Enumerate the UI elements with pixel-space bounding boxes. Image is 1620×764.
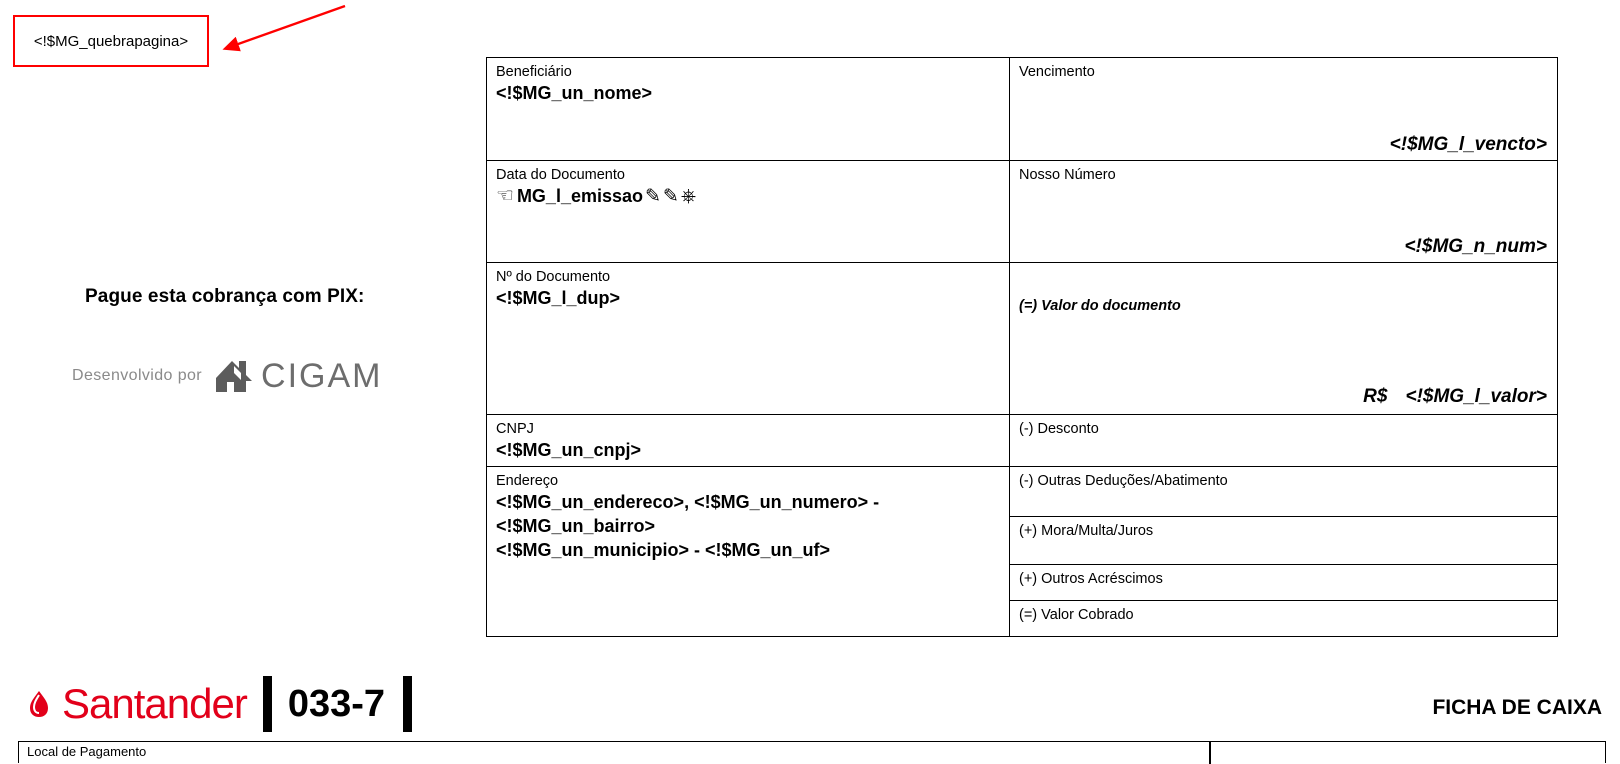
row-cnpj-desconto [487,415,1557,467]
valor-cobrado-caption: (=) Valor Cobrado [1019,606,1134,623]
outros-acrescimos-caption: (+) Outros Acréscimos [1019,571,1163,588]
cigam-logo [213,358,382,394]
cell-cnpj [487,415,1010,466]
cell-valor-cobrado [1010,601,1557,636]
numero-documento-value: <!$MG_l_dup> [496,288,621,309]
cigam-house-icon [213,358,255,394]
pencil-icon: ✎ [645,185,661,207]
cell-numero-documento [487,263,1010,414]
cell-data-documento [487,161,1010,262]
row-beneficiario-vencimento [487,58,1557,161]
valor-documento-value-row [1363,386,1547,408]
cell-outras-deducoes [1010,467,1557,517]
cell-endereco [487,467,1010,636]
cell-desconto [1010,415,1557,466]
vencimento-value: <!$MG_l_vencto> [1389,134,1547,155]
cell-mora-multa-juros [1010,517,1557,565]
boleto-footer [0,668,1620,763]
row-data-documento-nosso-numero [487,161,1557,263]
row-numero-documento-valor [487,263,1557,415]
page-break-tag-box [13,15,209,67]
pen-icon: ✎ [662,185,679,207]
boleto-table [486,57,1558,637]
beneficiario-caption: Beneficiário [496,64,572,80]
valor-documento-currency: R$ [1363,386,1388,407]
nosso-numero-value: <!$MG_n_num> [1404,236,1547,257]
cell-beneficiario [487,58,1010,160]
valor-documento-caption: (=) Valor do documento [1019,298,1181,314]
cell-valor-documento [1010,263,1557,414]
outras-deducoes-caption: (-) Outras Deduções/Abatimento [1019,473,1228,489]
cell-vencimento [1010,58,1557,160]
cnpj-value: <!$MG_un_cnpj> [496,440,642,461]
endereco-line2: <!$MG_un_municipio> - <!$MG_un_uf> [496,539,831,560]
valor-documento-value: <!$MG_l_valor> [1405,386,1547,407]
footer-table-row [18,741,1606,763]
deductions-stack [1010,467,1557,636]
data-documento-value-row [496,184,1001,208]
nosso-numero-caption: Nosso Número [1019,167,1116,183]
pix-label: Pague esta cobrança com PIX: [85,286,365,307]
row-endereco-acrescimos [487,467,1557,636]
cell-outros-acrescimos [1010,565,1557,600]
page-break-tag-text: <!$MG_quebrapagina> [33,32,189,50]
santander-wordmark: Santander [62,680,247,727]
cigam-wordmark: CIGAM [261,357,383,395]
cnpj-caption: CNPJ [496,421,534,437]
data-documento-caption: Data do Documento [496,167,625,183]
desconto-caption: (-) Desconto [1019,421,1099,437]
paperclip-icon: ⎈ [680,185,697,207]
data-documento-value: MG_l_emissao [516,186,643,207]
local-pagamento-caption: Local de Pagamento [27,744,147,759]
bank-code: 033-7 [287,682,386,725]
cell-nosso-numero [1010,161,1557,262]
beneficiario-value: <!$MG_un_nome> [496,83,653,104]
footer-column-divider [1209,742,1211,764]
footer-divider-1 [263,676,272,732]
numero-documento-caption: Nº do Documento [496,269,611,285]
developed-by-label: Desenvolvido por [72,367,203,384]
mora-multa-juros-caption: (+) Mora/Multa/Juros [1019,523,1154,540]
endereco-caption: Endereço [496,473,559,489]
vencimento-caption: Vencimento [1019,64,1095,80]
red-arrow-icon [215,0,355,70]
bank-identification [22,676,412,732]
footer-divider-2 [403,676,412,732]
endereco-line1: <!$MG_un_endereco>, <!$MG_un_numero> - <!$MG_un_bairro> [496,492,880,536]
developed-by-row [72,358,382,394]
santander-flame-icon [22,689,56,719]
hand-pointer-icon: ☜ [496,185,514,208]
document-type-label: FICHA DE CAIXA [1432,696,1602,719]
